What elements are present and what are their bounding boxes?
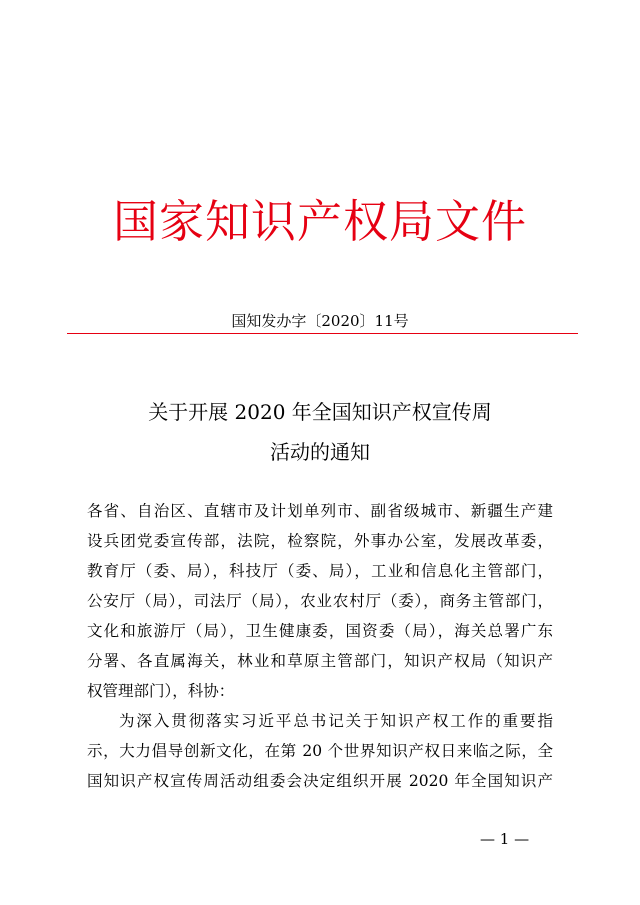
document-number: 国知发办字〔2020〕11号 (231, 312, 409, 330)
addressee-line: 公安厅（局），司法厅（局），农业农村厅（委），商务主管部门， (87, 592, 553, 610)
addressee-line: 各省、自治区、直辖市及计划单列市、副省级城市、新疆生产建 (87, 502, 553, 520)
addressee-line: 文化和旅游厅（局），卫生健康委，国资委（局），海关总署广东 (87, 622, 553, 640)
addressee-line: 权管理部门），科协： (87, 682, 235, 700)
red-separator-line (67, 333, 578, 334)
notice-title-line-1: 关于开展 2020 年全国知识产权宣传周 (148, 400, 492, 424)
addressee-line: 分署、各直属海关，林业和草原主管部门，知识产权局（知识产 (87, 652, 553, 670)
addressee-line: 教育厅（委、局），科技厅（委、局），工业和信息化主管部门， (87, 562, 553, 580)
addressee-line: 设兵团党委宣传部，法院，检察院，外事办公室，发展改革委， (87, 532, 553, 550)
agency-header-title: 国家知识产权局文件 (112, 195, 527, 248)
page-number: — 1 — (480, 830, 530, 848)
paragraph-line: 示，大力倡导创新文化，在第 20 个世界知识产权日来临之际，全 (87, 742, 553, 760)
paragraph-line: 国知识产权宣传周活动组委会决定组织开展 2020 年全国知识产 (87, 772, 553, 790)
paragraph-line: 为深入贯彻落实习近平总书记关于知识产权工作的重要指 (119, 712, 553, 730)
notice-title-line-2: 活动的通知 (270, 440, 370, 464)
